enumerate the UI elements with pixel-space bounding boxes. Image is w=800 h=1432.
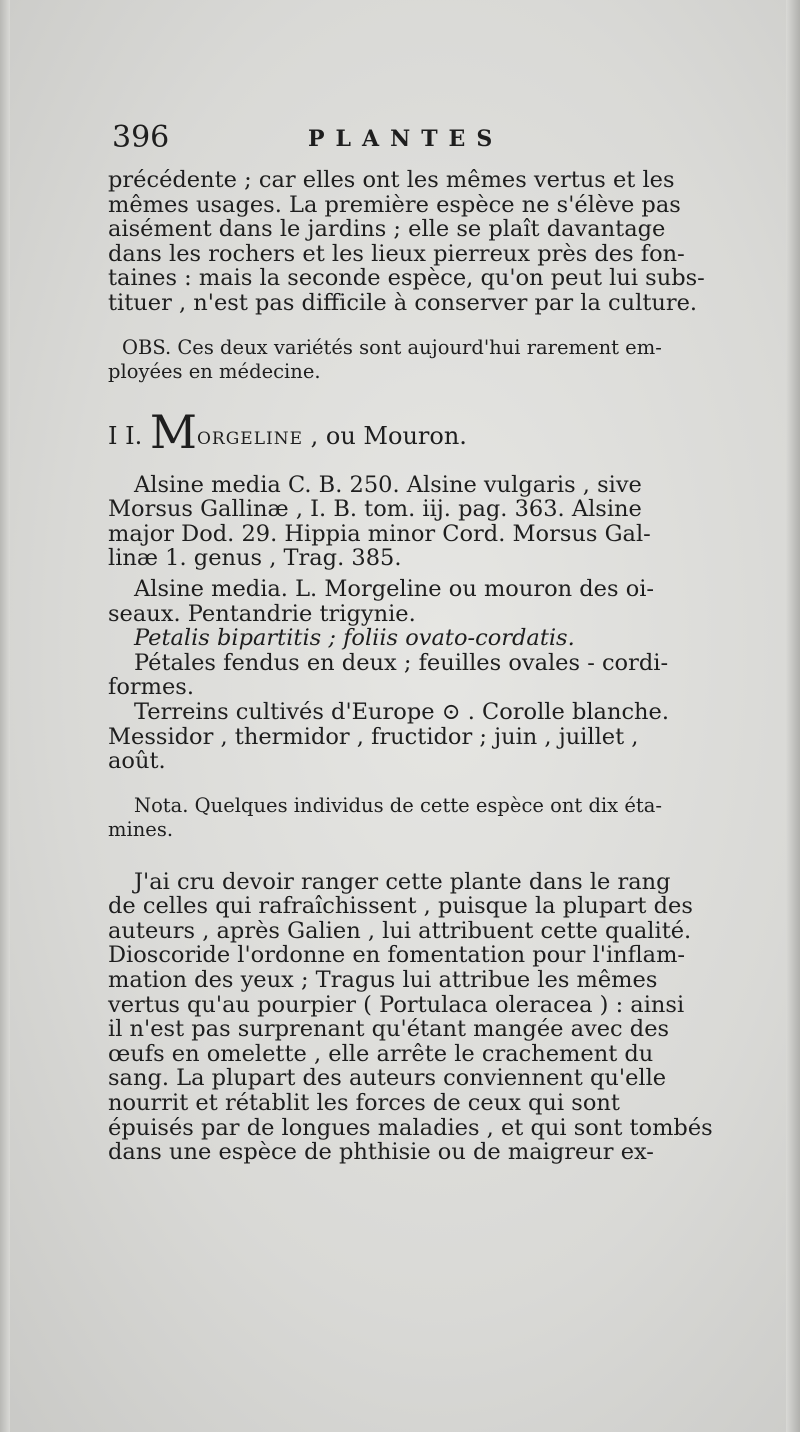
synonymy: Alsine media C. B. 250. Alsine vulgaris , sive Morsus Gallinæ , I. B. tom. iij. pag. 363. Alsine major Dod. 29. Hippia minor Cord. Morsus Gal- linæ 1. genus , Trag. 385. <box>108 471 651 572</box>
habitat-flowering: Terreins cultivés d'Europe ⊙ . Corolle blanche. Messidor , thermidor , fructidor ; juin , juillet , août. <box>108 698 670 775</box>
page-header <box>108 120 768 160</box>
text-column <box>108 120 768 1165</box>
heading-smallcaps: ORGELINE <box>196 428 303 449</box>
latin-diagnosis: Petalis bipartitis ; foliis ovato-cordatis. <box>134 625 575 652</box>
page-left-edge <box>0 0 10 1432</box>
page-right-edge <box>786 0 800 1432</box>
linnaean-name: Alsine media. L. Morgeline ou mouron des oi- seaux. Pentandrie trigynie. <box>108 575 655 627</box>
section-number: I I. <box>108 421 143 450</box>
french-diagnosis: Pétales fendus en deux ; feuilles ovales - cordi- formes. <box>108 649 669 701</box>
heading-rest: , ou Mouron. <box>310 421 467 450</box>
running-title: PLANTES <box>308 126 504 152</box>
paragraph-virtues: J'ai cru devoir ranger cette plante dans le rang de celles qui rafraîchissent , puisque la plupart des auteurs , après Galien , lui attribuent cette qualité. Dioscoride l'ordonne en fomentation pour l'inflam- mation des yeux ; Tragus lui attribue les mêmes vertus qu'au pourpier ( Portulaca oleracea ) : ainsi il n'est pas surprenant qu'étant mangée avec des œufs en omelette , elle arrête le crachement du sang. La plupart des auteurs conviennent qu'elle nourrit et rétablit les forces de ceux qui sont épuisés par de longues maladies , et qui sont tombés dans une espèce de phthisie ou de maigreur ex- <box>108 868 713 1166</box>
nota-note: Nota. Quelques individus de cette espèce ont dix éta- mines. <box>108 793 662 841</box>
page-number: 396 <box>112 120 170 155</box>
section-heading <box>108 404 768 459</box>
obs-note: OBS. Ces deux variétés sont aujourd'hui rarement em- ployées en médecine. <box>108 335 662 383</box>
drop-initial: M <box>149 404 197 459</box>
paragraph-intro: précédente ; car elles ont les mêmes vertus et les mêmes usages. La première espèce ne s'élève pas aisément dans le jardins ; elle se plaît davantage dans les rochers et les lieux pierreux près des fon- taines : mais la seconde espèce, qu'on peut lui subs- tituer , n'est pas difficile à conserver par la culture. <box>108 167 705 316</box>
